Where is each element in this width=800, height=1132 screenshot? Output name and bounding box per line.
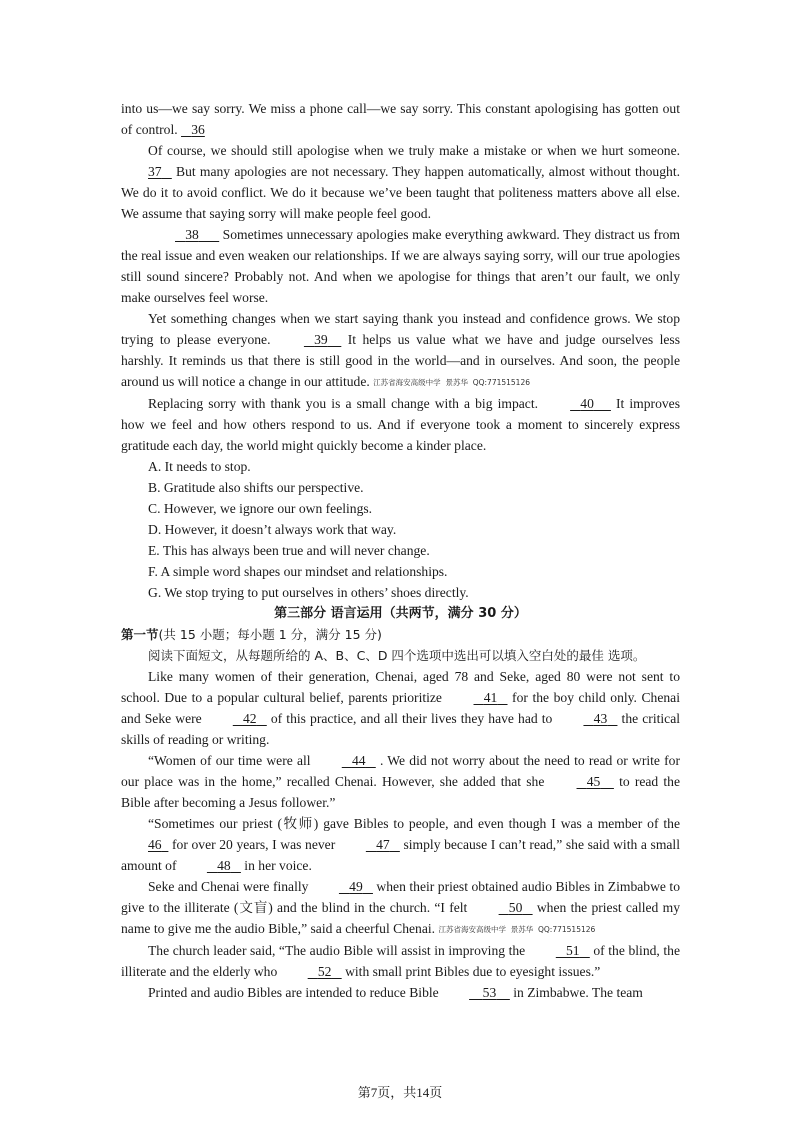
blank-36: 36	[191, 122, 205, 137]
passage-paragraph-3	[121, 224, 680, 308]
paragraph-text: Seke and Chenai were finally	[148, 879, 312, 894]
paragraph-text: It improves how we feel and how others respond to us. And if everyone took a moment to sincerely express gratitude each day, the world might quickly become a kinder place.	[121, 396, 680, 453]
subsection-note: (共 15 小题；每小题 1 分，满分 15 分)	[158, 627, 382, 642]
watermark: 江苏省海安高级中学 景苏华 QQ:771515126	[373, 378, 530, 387]
paragraph-text: the critical skills of reading or writing.	[121, 711, 680, 747]
cloze-paragraph-3	[121, 813, 680, 876]
passage-paragraph-1	[121, 98, 680, 140]
passage-paragraph-2	[121, 140, 680, 224]
option-b: B. Gratitude also shifts our perspective.	[148, 480, 364, 495]
cloze-paragraph-4	[121, 876, 680, 940]
paragraph-text: Yet something changes when we start saying thank you instead and confidence grows. We stop trying to please everyone.	[121, 311, 680, 347]
blank-50: 50	[508, 900, 523, 915]
cloze-paragraph-1	[121, 666, 680, 750]
paragraph-text: Of course, we should still apologise when we truly make a mistake or when we hurt someone.	[148, 143, 680, 158]
blank-52: 52	[317, 964, 332, 979]
blank-40: 40	[580, 396, 594, 411]
blank-43: 43	[593, 711, 608, 726]
watermark: 江苏省海安高级中学 景苏华 QQ:771515126	[438, 925, 596, 934]
blank-47: 47	[376, 837, 390, 852]
cloze-paragraph-6	[121, 982, 680, 1003]
options-list	[121, 456, 680, 603]
option-g: G. We stop trying to put ourselves in others’ shoes directly.	[148, 585, 469, 600]
paragraph-text: of this practice, and all their lives they have had to	[266, 711, 557, 726]
subsection-header	[121, 624, 680, 645]
blank-51: 51	[566, 943, 580, 958]
blank-42: 42	[242, 711, 257, 726]
option-e: E. This has always been true and will never change.	[148, 543, 430, 558]
blank-53: 53	[482, 985, 497, 1000]
paragraph-text: to read the Bible after becoming a Jesus follower.”	[121, 774, 680, 810]
blank-37: 37	[148, 164, 162, 179]
paragraph-text: of the blind, the illiterate and the elderly who	[121, 943, 680, 979]
option-c: C. However, we ignore our own feelings.	[148, 501, 373, 516]
paragraph-text: . We did not worry about the need to read or write for our place was in the home,” recalled Chenai. However, she added that she	[121, 753, 680, 789]
paragraph-text: “Women of our time were all	[148, 753, 315, 768]
section-heading: 第三部分 语言运用（共两节，满分 30 分）	[274, 606, 527, 621]
paragraph-text: The church leader said, “The audio Bible will assist in improving the	[148, 943, 529, 958]
blank-39: 39	[314, 332, 328, 347]
blank-44: 44	[351, 753, 366, 768]
paragraph-text: But many apologies are not necessary. They happen automatically, almost without thought. We do it to avoid conflict. We do it because we’ve been taught that politeness matters above all else. We assume that saying sorry will make people feel good.	[121, 164, 680, 221]
blank-38: 38	[185, 227, 199, 242]
blank-45: 45	[586, 774, 601, 789]
blank-41: 41	[483, 690, 498, 705]
blank-46: 46	[148, 837, 162, 852]
paragraph-text: with small print Bibles due to eyesight issues.”	[341, 964, 601, 979]
option-a: A. It needs to stop.	[148, 459, 251, 474]
paragraph-text: Printed and audio Bibles are intended to reduce Bible	[148, 985, 443, 1000]
paragraph-text: It helps us value what we have and judge ourselves less harshly. It reminds us that there is still good in the world—and in ourselves. And soon, the people around us will notice a change in our attitude.	[121, 332, 680, 389]
paragraph-text: for the boy child only. Chenai and Seke were	[121, 690, 680, 726]
passage-paragraph-5	[121, 393, 680, 456]
paragraph-text: into us—we say sorry. We miss a phone call—we say sorry. This constant apologising has gotten out of control.	[121, 101, 680, 137]
paragraph-text: Sometimes unnecessary apologies make everything awkward. They distract us from the real issue and even weaken our relationships. If we are always saying sorry, will our true apologies still sound sincere? Probably not. And when we apologise for things that aren’t our fault, we only make ourselves feel worse.	[121, 227, 680, 305]
instructions: 阅读下面短文，从每题所给的 A、B、C、D 四个选项中选出可以填入空白处的最佳 选项。	[148, 648, 646, 663]
paragraph-text: simply because I can’t read,” she said with a small amount of	[121, 837, 680, 873]
paragraph-text: for over 20 years, I was never	[168, 837, 339, 852]
paragraph-text: in her voice.	[240, 858, 312, 873]
passage-paragraph-4	[121, 308, 680, 393]
page-footer: 第7页，共14页	[357, 1085, 443, 1100]
option-d: D. However, it doesn’t always work that way.	[148, 522, 397, 537]
paragraph-text: Replacing sorry with thank you is a small change with a big impact.	[148, 396, 544, 411]
cloze-paragraph-2	[121, 750, 680, 813]
page-content	[121, 98, 680, 1003]
paragraph-text: when the priest called my name to give me the audio Bible,” said a cheerful Chenai.	[121, 900, 680, 936]
subsection-title: 第一节	[121, 627, 159, 642]
option-f: F. A simple word shapes our mindset and relationships.	[148, 564, 448, 579]
paragraph-text: in Zimbabwe. The team	[509, 985, 643, 1000]
blank-49: 49	[349, 879, 363, 894]
paragraph-text: when their priest obtained audio Bibles in Zimbabwe to give to the illiterate (文盲) and the blind in the church. “I felt	[121, 879, 680, 915]
cloze-paragraph-5	[121, 940, 680, 982]
paragraph-text: Like many women of their generation, Chenai, aged 78 and Seke, aged 80 were not sent to school. Due to a popular cultural belief, parents prioritize	[121, 669, 680, 705]
paragraph-text: “Sometimes our priest (牧师) gave Bibles to people, and even though I was a member of the	[148, 816, 680, 831]
blank-48: 48	[217, 858, 231, 873]
